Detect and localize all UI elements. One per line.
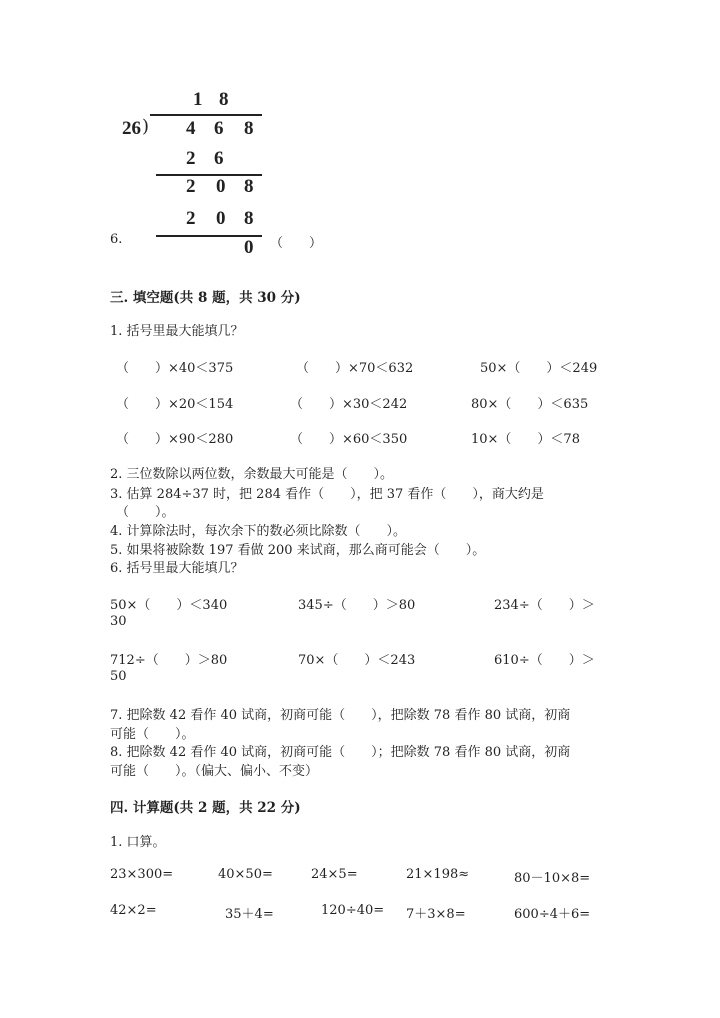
fill-blank-item[interactable]: （ ）×90＜280 <box>116 432 234 447</box>
math-item[interactable]: 35＋4= <box>225 907 274 922</box>
fill-blank-wrap: 50 <box>110 669 127 684</box>
answer-blank[interactable]: （ ） <box>270 236 323 251</box>
step-digit: 8 <box>244 208 254 229</box>
section-title: 四. 计算题(共 2 题，共 22 分) <box>110 800 301 816</box>
quotient-digit: 8 <box>219 89 229 110</box>
math-item[interactable]: 42×2= <box>110 903 157 918</box>
fill-blank-item[interactable]: （ ）×60＜350 <box>290 432 408 447</box>
question: 7. 把除数 42 看作 40 试商，初商可能（ ），把除数 78 看作 80 试商，初商 <box>110 708 571 723</box>
division-bracket: ) <box>142 116 150 137</box>
question-continued: （ ）。 <box>116 505 175 520</box>
fill-blank-item[interactable]: （ ）×40＜375 <box>116 361 234 376</box>
fill-blank-item[interactable]: 70×（ ）＜243 <box>298 653 416 668</box>
fill-blank-wrap: 30 <box>110 614 127 629</box>
question: 4. 计算除法时，每次余下的数必须比除数（ ）。 <box>110 524 407 539</box>
math-item[interactable]: 600÷4＋6= <box>514 907 591 922</box>
fill-blank-item[interactable]: 80×（ ）＜635 <box>471 397 589 412</box>
fill-blank-item[interactable]: 610÷（ ）＞ <box>494 653 595 668</box>
question-label: 1. 括号里最大能填几？ <box>110 324 244 339</box>
divisor: 26 <box>122 118 141 139</box>
math-item[interactable]: 21×198≈ <box>406 867 470 882</box>
section-title: 三. 填空题(共 8 题，共 30 分) <box>110 290 301 306</box>
math-item[interactable]: 7＋3×8= <box>406 907 466 922</box>
math-item[interactable]: 120÷40= <box>321 903 385 918</box>
fill-blank-item[interactable]: 50×（ ）＜249 <box>480 361 598 376</box>
fill-blank-item[interactable]: 10×（ ）＜78 <box>471 432 580 447</box>
question: 2. 三位数除以两位数，余数最大可能是（ ）。 <box>110 467 394 482</box>
step-digit: 8 <box>244 176 254 197</box>
question: 5. 如果将被除数 197 看做 200 来试商，那么商可能会（ ）。 <box>110 543 486 558</box>
step-digit: 2 <box>186 176 196 197</box>
item-number: 6. <box>110 232 123 247</box>
fill-blank-item[interactable]: （ ）×70＜632 <box>296 361 414 376</box>
math-item[interactable]: 40×50= <box>218 867 273 882</box>
question-label: 6. 括号里最大能填几？ <box>110 561 244 576</box>
step-digit: 6 <box>214 148 224 169</box>
fill-blank-item[interactable]: 50×（ ）＜340 <box>110 598 228 613</box>
question: 8. 把除数 42 看作 40 试商，初商可能（ ）；把除数 78 看作 80 试商，初商 <box>110 745 571 760</box>
step-digit: 0 <box>216 208 226 229</box>
step-digit: 2 <box>186 208 196 229</box>
step-digit: 2 <box>186 148 196 169</box>
fill-blank-item[interactable]: （ ）×20＜154 <box>116 397 234 412</box>
fill-blank-item[interactable]: 345÷（ ）＞80 <box>298 598 416 613</box>
math-item[interactable]: 24×5= <box>311 867 358 882</box>
math-item[interactable]: 23×300= <box>110 867 174 882</box>
division-bar <box>150 114 262 116</box>
fill-blank-item[interactable]: 234÷（ ）＞ <box>494 598 595 613</box>
dividend-digit: 6 <box>214 118 224 139</box>
quotient-digit: 1 <box>193 89 203 110</box>
remainder: 0 <box>244 237 254 258</box>
dividend-digit: 4 <box>186 118 196 139</box>
question-continued: 可能（ ）。（偏大、偏小、不变） <box>110 764 319 779</box>
fill-blank-item[interactable]: 712÷（ ）＞80 <box>110 653 228 668</box>
math-item[interactable]: 80－10×8= <box>514 871 591 886</box>
step-digit: 0 <box>216 176 226 197</box>
question-label: 1. 口算。 <box>110 835 166 850</box>
dividend-digit: 8 <box>244 118 254 139</box>
question-continued: 可能（ ）。 <box>110 727 195 742</box>
fill-blank-item[interactable]: （ ）×30＜242 <box>290 397 408 412</box>
question: 3. 估算 284÷37 时，把 284 看作（ ），把 37 看作（ ），商大约是 <box>110 487 544 502</box>
